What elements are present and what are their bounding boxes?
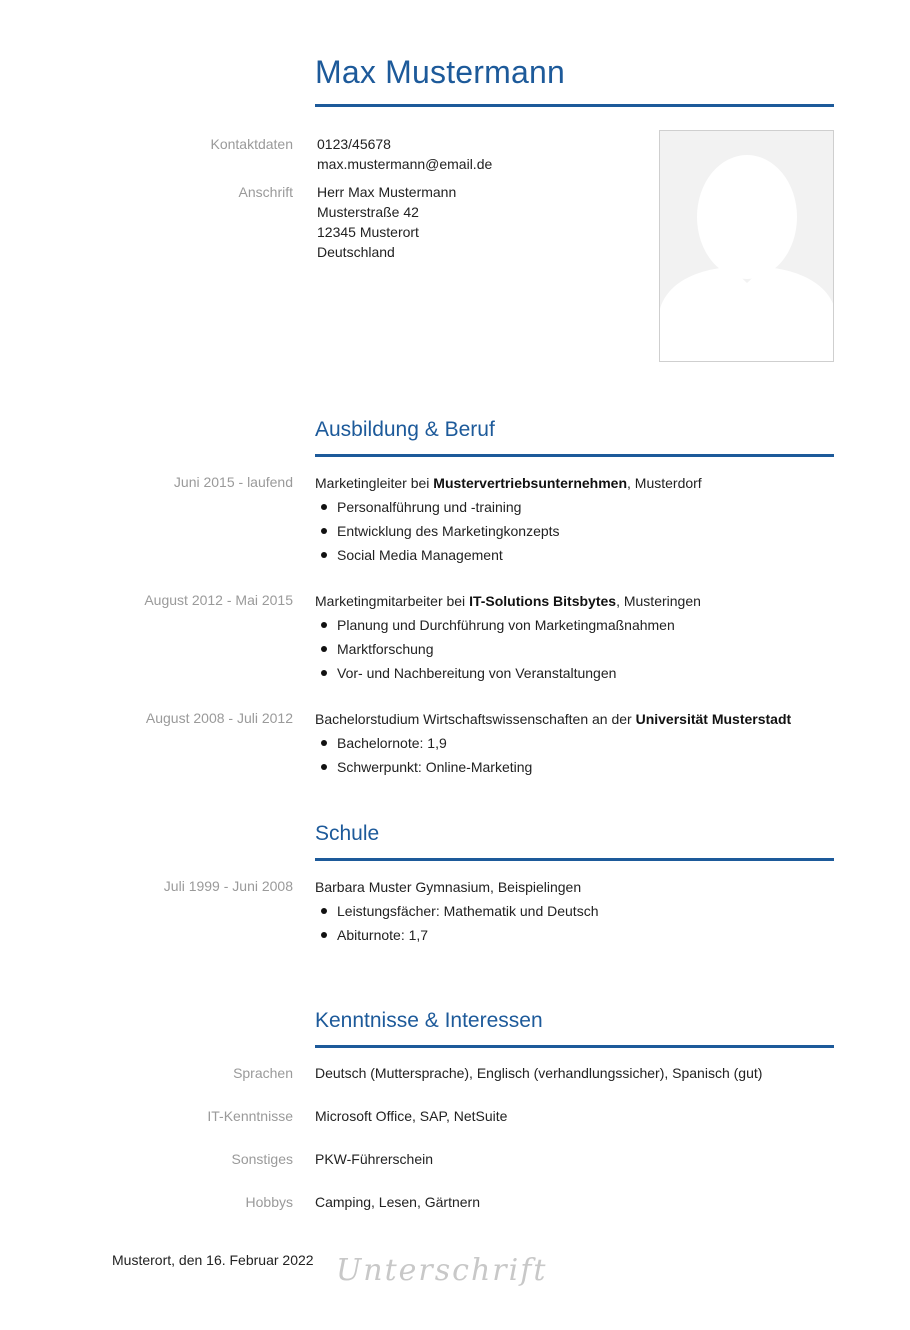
list-item: Abiturnote: 1,7 xyxy=(315,923,855,947)
page-title: Max Mustermann xyxy=(315,54,565,90)
career-entry-1-bullets xyxy=(315,495,855,567)
list-item: Bachelornote: 1,9 xyxy=(315,731,855,755)
list-item: Marktforschung xyxy=(315,637,855,661)
list-item: Social Media Management xyxy=(315,543,855,567)
profile-photo-placeholder xyxy=(659,130,834,362)
list-item: Entwicklung des Marketingkonzepts xyxy=(315,519,855,543)
address-line-4: Deutschland xyxy=(317,244,395,260)
skill-value-hobbies: Camping, Lesen, Gärtnern xyxy=(315,1194,480,1210)
list-item: Vor- und Nachbereitung von Veranstaltungen xyxy=(315,661,855,685)
section-title-career: Ausbildung & Beruf xyxy=(315,418,495,441)
skill-value-it: Microsoft Office, SAP, NetSuite xyxy=(315,1108,508,1124)
career-entry-2-heading: Marketingmitarbeiter bei IT-Solutions Bitsbytes, Musteringen xyxy=(315,593,701,609)
address-line-3: 12345 Musterort xyxy=(317,224,419,240)
skill-label-hobbies: Hobbys xyxy=(245,1194,293,1210)
career-entry-2-bullets xyxy=(315,613,855,685)
contact-label: Kontaktdaten xyxy=(210,136,293,152)
section-divider-school xyxy=(315,858,834,861)
school-entry-1 xyxy=(315,875,855,947)
career-entry-1-date: Juni 2015 - laufend xyxy=(173,474,293,490)
contact-email: max.mustermann@email.de xyxy=(317,156,493,172)
title-divider xyxy=(315,104,834,107)
address-line-1: Herr Max Mustermann xyxy=(317,184,457,200)
section-divider-career xyxy=(315,454,834,457)
skill-value-languages: Deutsch (Muttersprache), Englisch (verhandlungssicher), Spanisch (gut) xyxy=(315,1065,763,1081)
skill-label-languages: Sprachen xyxy=(233,1065,293,1081)
career-entry-2-date: August 2012 - Mai 2015 xyxy=(144,592,293,608)
career-entry-3-heading: Bachelorstudium Wirtschaftswissenschaften an der Universität Musterstadt xyxy=(315,711,792,727)
list-item: Planung und Durchführung von Marketingmaßnahmen xyxy=(315,613,855,637)
person-silhouette-icon xyxy=(660,131,834,362)
contact-phone: 0123/45678 xyxy=(317,136,391,152)
school-entry-1-bullets xyxy=(315,899,855,947)
school-entry-1-date: Juli 1999 - Juni 2008 xyxy=(163,878,293,894)
career-entry-2-org: IT-Solutions Bitsbytes xyxy=(469,593,617,609)
section-title-school: Schule xyxy=(315,822,380,845)
career-entry-3-bullets xyxy=(315,731,855,779)
place-and-date: Musterort, den 16. Februar 2022 xyxy=(112,1252,314,1268)
career-entry-1 xyxy=(315,471,855,567)
school-entry-1-heading: Barbara Muster Gymnasium, Beispielingen xyxy=(315,879,582,895)
career-entry-1-org: Mustervertriebsunternehmen xyxy=(433,475,627,491)
signature: Unterschrift xyxy=(336,1253,548,1288)
skill-label-it: IT-Kenntnisse xyxy=(207,1108,293,1124)
career-entry-1-heading: Marketingleiter bei Mustervertriebsunternehmen, Musterdorf xyxy=(315,475,702,491)
list-item: Personalführung und -training xyxy=(315,495,855,519)
list-item: Leistungsfächer: Mathematik und Deutsch xyxy=(315,899,855,923)
skill-value-other: PKW-Führerschein xyxy=(315,1151,434,1167)
career-entry-3-date: August 2008 - Juli 2012 xyxy=(145,710,293,726)
list-item: Schwerpunkt: Online-Marketing xyxy=(315,755,855,779)
career-entry-2 xyxy=(315,589,855,685)
career-entry-3 xyxy=(315,707,855,779)
section-title-skills: Kenntnisse & Interessen xyxy=(315,1009,543,1032)
skill-label-other: Sonstiges xyxy=(231,1151,293,1167)
address-line-2: Musterstraße 42 xyxy=(317,204,419,220)
career-entry-3-org: Universität Musterstadt xyxy=(635,711,792,727)
address-label: Anschrift xyxy=(238,184,293,200)
section-divider-skills xyxy=(315,1045,834,1048)
